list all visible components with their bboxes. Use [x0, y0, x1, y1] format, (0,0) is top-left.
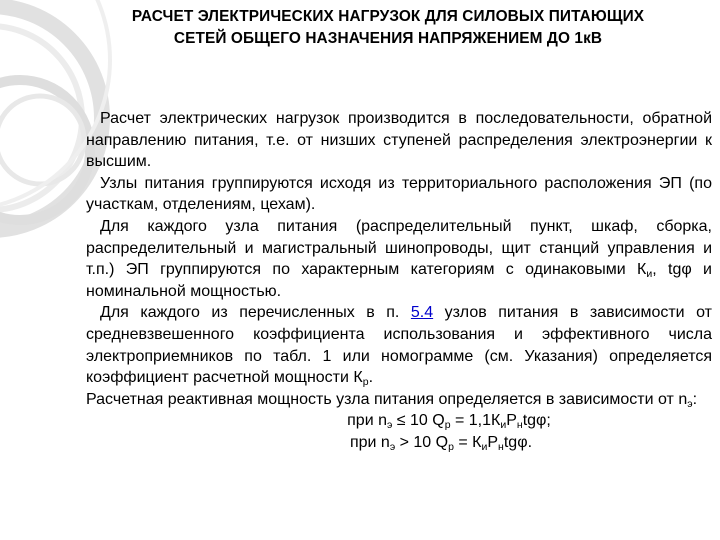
formula-2-part: tgφ. — [503, 433, 533, 451]
paragraph-4-text-mid: узлов питания в зависимости от средневзвешенного коэффициента использования и эффективного числа электроприемников по табл. 1 или номограмме (см. Указания) определяется коэффициент расчетной мощности К — [86, 304, 713, 387]
formula-2-sub: и — [481, 440, 488, 453]
paragraph-3 — [86, 216, 712, 302]
section-link[interactable]: 5.4 — [410, 304, 434, 322]
formula-2-sub: н — [498, 440, 504, 453]
title-line-2: СЕТЕЙ ОБЩЕГО НАЗНАЧЕНИЯ НАПРЯЖЕНИЕМ ДО 1кВ — [173, 30, 603, 47]
paragraph-5-text: Расчетная реактивная мощность узла питания определяется в зависимости от n — [86, 390, 688, 408]
formula-1-part: Р — [506, 412, 517, 430]
formula-1-sub: и — [500, 419, 507, 432]
formula-1-sub: э — [386, 419, 393, 432]
paragraph-3-text: Для каждого узла питания (распределительный пункт, шкаф, сборка, распределительный и магистральный шинопроводы, щит станций управления и т.п.) ЭП группируются по характерным категориям с одинаковыми К — [86, 217, 712, 279]
paragraph-5 — [86, 389, 712, 411]
paragraph-2: Узлы питания группируются исходя из территориального расположения ЭП (по участкам, отделениям, цехам). — [86, 174, 712, 214]
formula-2-sub: э — [389, 440, 396, 453]
document-body — [86, 108, 712, 454]
formula-1-sub: н — [516, 419, 523, 432]
paragraph-5-text-end: : — [692, 390, 698, 408]
paragraph-4-text: Для каждого из перечисленных в п. — [100, 304, 411, 322]
page-title — [88, 6, 688, 50]
formula-1 — [86, 410, 712, 432]
formula-2-sub: р — [448, 440, 454, 453]
paragraph-3-text-end: , tgφ и номинальной мощностью. — [86, 261, 712, 300]
subscript-i: и — [646, 268, 653, 281]
formula-1-sub: р — [444, 419, 451, 432]
subscript-e: э — [687, 397, 693, 410]
formula-2 — [86, 432, 712, 454]
formula-1-part: tgφ; — [522, 412, 551, 430]
paragraph-4 — [86, 302, 712, 388]
paragraph-1: Расчет электрических нагрузок производится в последовательности, обратной направлению питания, т.е. от низших ступеней распределения электроэнергии к высшим. — [86, 110, 712, 171]
subscript-r: р — [362, 376, 369, 389]
formula-1-part: ≤ 10 Q — [392, 412, 445, 430]
formula-2-part: Р — [487, 433, 499, 451]
title-line-1: РАСЧЕТ ЭЛЕКТРИЧЕСКИХ НАГРУЗОК ДЛЯ СИЛОВЫХ ПИТАЮЩИХ — [131, 8, 645, 25]
formula-2-part: при n — [349, 433, 390, 451]
paragraph-4-text-end: . — [368, 369, 374, 387]
formula-1-part: = 1,1К — [450, 412, 501, 430]
formula-1-part: при n — [347, 412, 387, 430]
formula-2-part: = К — [453, 433, 482, 451]
formula-2-part: > 10 Q — [395, 433, 449, 451]
